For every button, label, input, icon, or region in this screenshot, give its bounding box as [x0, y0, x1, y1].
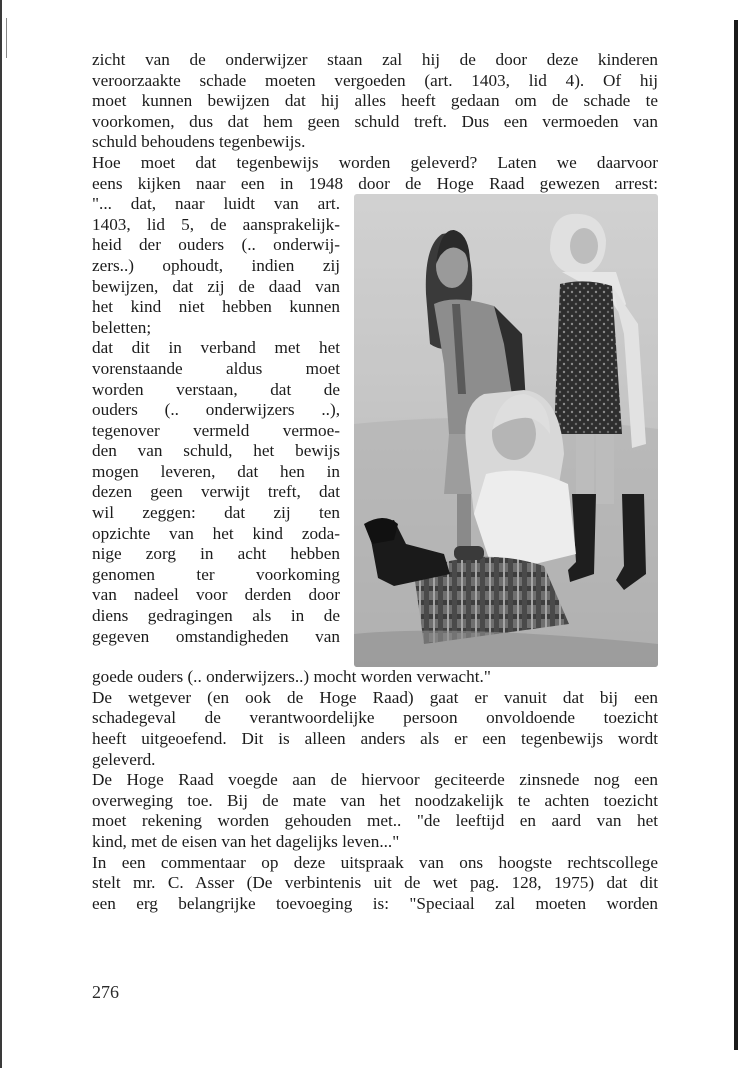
quote-line: zers..) ophoudt, indien zij	[92, 255, 340, 275]
text-line: In een commentaar op deze uitspraak van ons hoogste rechtscollege	[92, 852, 658, 872]
text-line: eens kijken naar een in 1948 door de Hoge Raad gewezen arrest:	[92, 173, 658, 193]
text-line: veroorzaakte schade moeten vergoeden (art. 1403, lid 4). Of hij	[92, 70, 658, 90]
text-line: Hoe moet dat tegenbewijs worden geleverd? Laten we daarvoor	[92, 152, 658, 172]
text-line: voorkomen, dus dat hem geen schuld treft. Dus een vermoeden van	[92, 111, 658, 131]
quote-line: ouders (.. onderwijzers ..),	[92, 400, 340, 420]
text-line: overweging toe. Bij de mate van het noodzakelijk te achten toezicht	[92, 790, 658, 810]
photo-illustration	[354, 194, 658, 667]
text-line: geleverd.	[92, 749, 156, 769]
text-line: goede ouders (.. onderwijzers..) mocht worden verwacht."	[92, 667, 491, 687]
quote-with-photo	[92, 194, 658, 667]
text-line: een erg belangrijke toevoeging is: "Speciaal zal moeten worden	[92, 893, 658, 913]
quote-line: wil zeggen: dat zij ten	[92, 503, 340, 523]
quote-line: gegeven omstandigheden van	[92, 626, 340, 646]
scan-edge-right	[734, 20, 738, 1050]
children-photograph	[354, 194, 658, 667]
text-line: heeft uitgeoefend. Dit is alleen anders als er een tegenbewijs wordt	[92, 728, 658, 748]
quote-line: dat dit in verband met het	[92, 338, 340, 358]
page-number: 276	[92, 982, 119, 1002]
quote-line: nige zorg in acht hebben	[92, 544, 340, 564]
text-line: moet kunnen bewijzen dat hij alles heeft gedaan om de schade te	[92, 91, 658, 111]
paragraph-top	[92, 50, 658, 194]
text-line: De Hoge Raad voegde aan de hiervoor geciteerde zinsnede nog een	[92, 770, 658, 790]
text-line: schuld behoudens tegenbewijs.	[92, 132, 306, 152]
quote-line: "... dat, naar luidt van art.	[92, 194, 340, 214]
quote-line: diens gedragingen als in de	[92, 606, 340, 626]
quote-line: van nadeel voor derden door	[92, 585, 340, 605]
quote-line: bewijzen, dat zij de daad van	[92, 276, 340, 296]
quote-line: heid der ouders (.. onderwij-	[92, 235, 340, 255]
page-body	[92, 50, 658, 914]
text-line: schadegeval de verantwoordelijke persoon onvoldoende toezicht	[92, 708, 658, 728]
scan-mark	[6, 18, 7, 58]
scan-edge-left	[0, 0, 2, 1068]
quote-line: worden verstaan, dat de	[92, 379, 340, 399]
quote-line: den van schuld, het bewijs	[92, 441, 340, 461]
quote-line: opzichte van het kind zoda-	[92, 523, 340, 543]
quote-line: tegenover vermeld vermoe-	[92, 420, 340, 440]
text-line: moet rekening worden gehouden met.. "de leeftijd en aard van het	[92, 811, 658, 831]
quote-line: genomen ter voorkoming	[92, 564, 340, 584]
paragraph-bottom	[92, 667, 658, 914]
text-line: zicht van de onderwijzer staan zal hij de door deze kinderen	[92, 50, 658, 69]
quote-line: vorenstaande aldus moet	[92, 358, 340, 378]
text-line: kind, met de eisen van het dagelijks leven..."	[92, 831, 400, 851]
quote-line: beletten;	[92, 317, 152, 337]
text-line: stelt mr. C. Asser (De verbintenis uit de wet pag. 128, 1975) dat dit	[92, 873, 658, 893]
quote-line: 1403, lid 5, de aansprakelijk-	[92, 214, 340, 234]
quote-line: dezen geen verwijt treft, dat	[92, 482, 340, 502]
quote-line: het kind niet hebben kunnen	[92, 297, 340, 317]
quote-line: mogen leveren, dat hen in	[92, 461, 340, 481]
text-line: De wetgever (en ook de Hoge Raad) gaat er vanuit dat bij een	[92, 687, 658, 707]
